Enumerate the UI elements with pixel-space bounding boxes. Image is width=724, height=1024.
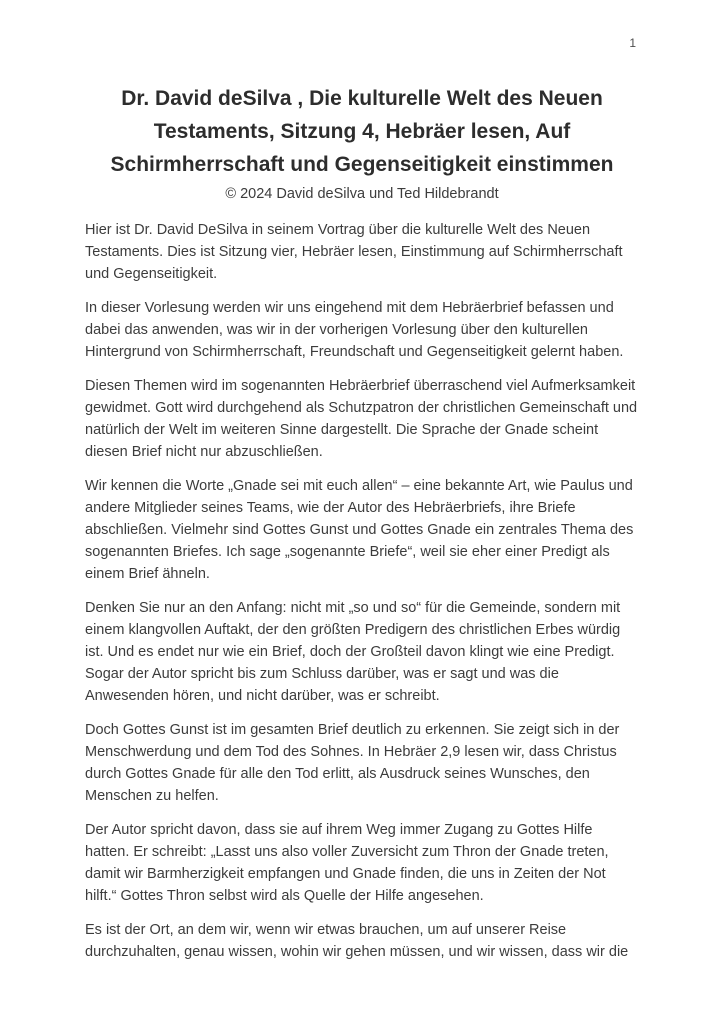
paragraph: Denken Sie nur an den Anfang: nicht mit „so und so“ für die Gemeinde, sondern mit einem klangvollen Auftakt, der den größten Predigern des christlichen Erbes würdig ist. Und es endet nur wie ein Brief, doch der Großteil davon klingt wie eine Predigt. Sogar der Autor spricht bis zum Schluss darüber, was er sagt und was die Anwesenden hören, und nicht darüber, was er schreibt.: [85, 600, 621, 704]
page-number: 1: [629, 36, 636, 50]
copyright-line: © 2024 David deSilva und Ted Hildebrandt: [225, 186, 499, 202]
paragraph: In dieser Vorlesung werden wir uns eingehend mit dem Hebräerbrief befassen und dabei das anwenden, was wir in der vorherigen Vorlesung über den kulturellen Hintergrund von Schirmherrschaft, Freundschaft und Gegenseitigkeit gelernt haben.: [85, 300, 624, 360]
paragraph: Wir kennen die Worte „Gnade sei mit euch allen“ – eine bekannte Art, wie Paulus und andere Mitglieder seines Teams, wie der Autor des Hebräerbriefs, ihre Briefe abschließen. Vielmehr sind Gottes Gunst und Gottes Gnade ein zentrales Thema des sogenannten Briefes. Ich sage „sogenannte Briefe“, weil sie eher einer Predigt als einem Brief ähneln.: [85, 478, 634, 582]
document-body: [85, 219, 639, 963]
paragraph: Es ist der Ort, an dem wir, wenn wir etwas brauchen, um auf unserer Reise durchzuhalten, genau wissen, wohin wir gehen müssen, und wir wissen, dass wir die: [85, 922, 629, 960]
document-title: Dr. David deSilva , Die kulturelle Welt des Neuen Testaments, Sitzung 4, Hebräer lesen, Auf Schirmherrschaft und Gegenseitigkeit einstimmen: [110, 87, 614, 176]
paragraph: Doch Gottes Gunst ist im gesamten Brief deutlich zu erkennen. Sie zeigt sich in der Menschwerdung und dem Tod des Sohnes. In Hebräer 2,9 lesen wir, dass Christus durch Gottes Gnade für alle den Tod erlitt, als Ausdruck seines Wunsches, den Menschen zu helfen.: [85, 722, 620, 804]
paragraph: Diesen Themen wird im sogenannten Hebräerbrief überraschend viel Aufmerksamkeit gewidmet. Gott wird durchgehend als Schutzpatron der christlichen Gemeinschaft und natürlich der Welt im weiteren Sinne dargestellt. Die Sprache der Gnade scheint diesen Brief nicht nur abzuschließen.: [85, 378, 638, 460]
paragraph: Hier ist Dr. David DeSilva in seinem Vortrag über die kulturelle Welt des Neuen Testaments. Dies ist Sitzung vier, Hebräer lesen, Einstimmung auf Schirmherrschaft und Gegenseitigkeit.: [85, 222, 623, 282]
paragraph: Der Autor spricht davon, dass sie auf ihrem Weg immer Zugang zu Gottes Hilfe hatten. Er schreibt: „Lasst uns also voller Zuversicht zum Thron der Gnade treten, damit wir Barmherzigkeit empfangen und Gnade finden, die uns in Zeiten der Not hilft.“ Gottes Thron selbst wird als Quelle der Hilfe angesehen.: [85, 822, 609, 904]
